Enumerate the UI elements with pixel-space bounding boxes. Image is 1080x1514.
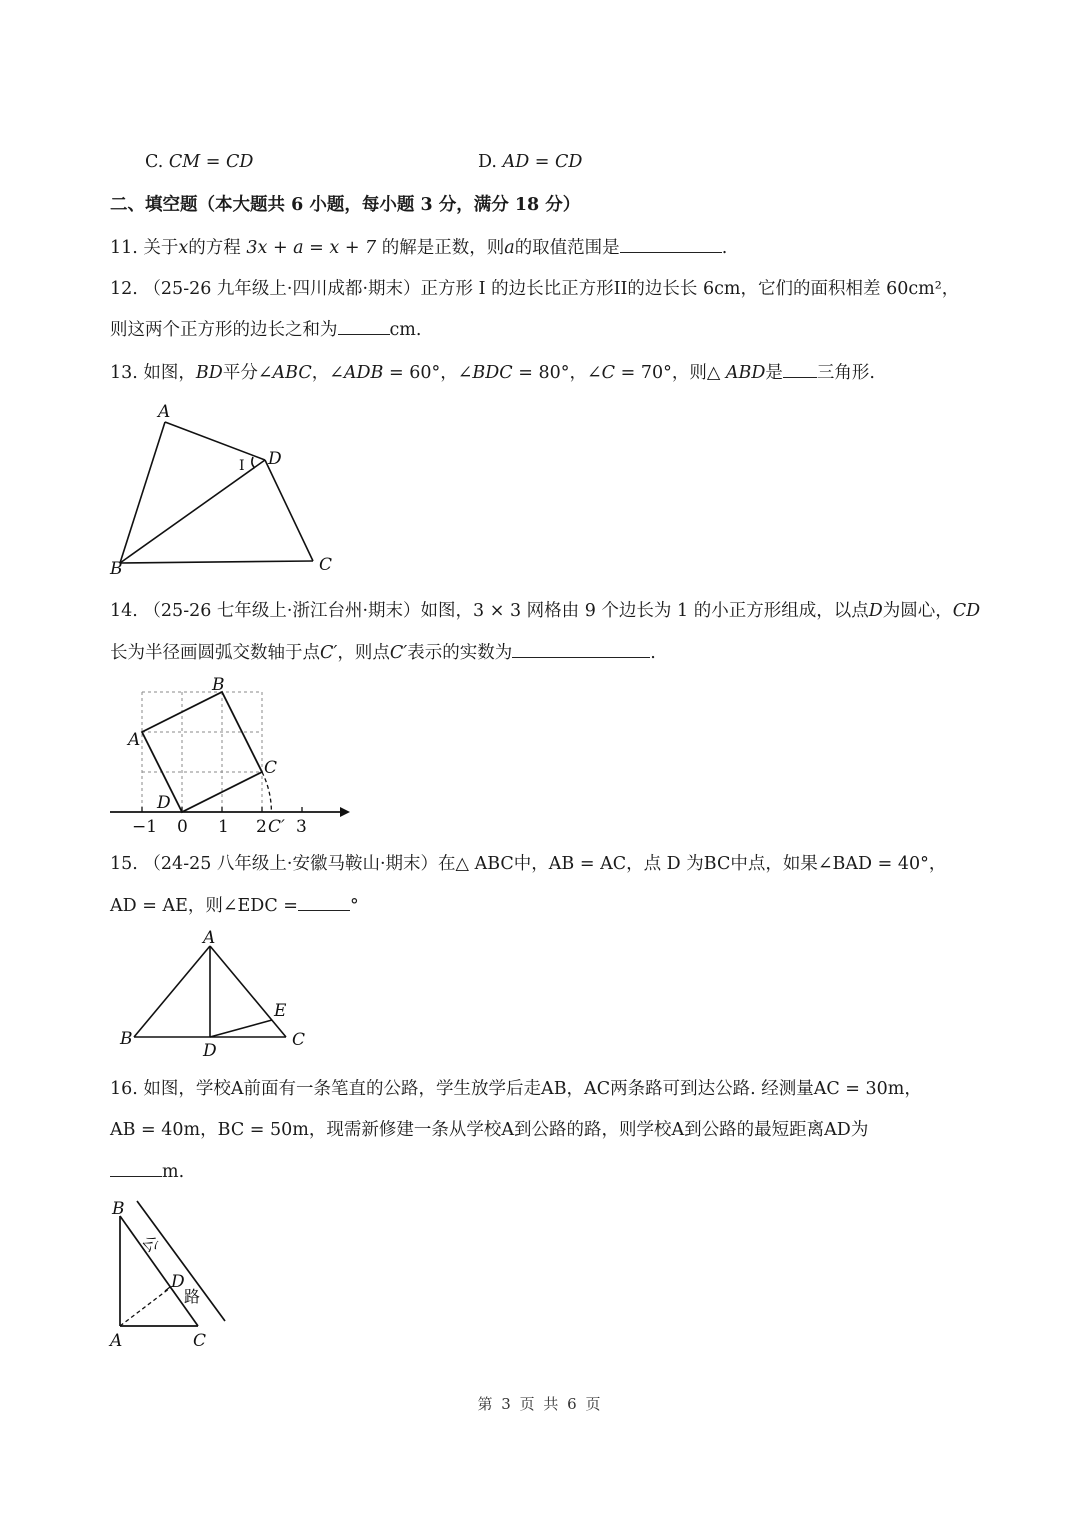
- q15-label-e: E: [274, 1001, 287, 1021]
- q16-figure: [100, 1196, 260, 1356]
- q11-text: 的取值范围是: [514, 238, 620, 258]
- q15-line1: （24-25 八年级上·安徽马鞍山·期末）在△ ABC中，AB = AC，点 D 为BC中点，如果∠BAD = 40°，: [143, 854, 947, 874]
- q13-adb: ADB: [343, 363, 384, 383]
- option-c-label: C.: [145, 152, 164, 172]
- page-footer: 第 3 页 共 6 页: [477, 1395, 603, 1413]
- q11-number: 11.: [110, 238, 138, 258]
- q14-text: ，则点: [337, 643, 390, 663]
- q16-label-d: D: [171, 1272, 185, 1292]
- q13-text: = 60°，∠: [383, 363, 473, 383]
- q13-angle-arc: [252, 457, 255, 468]
- q11-equation: 3x + a = x + 7: [246, 238, 377, 258]
- section-heading: 二、填空题（本大题共 6 小题，每小题 3 分，满分 18 分）: [110, 195, 581, 215]
- q14-axis-arrow-icon: [340, 807, 350, 817]
- q14-tick-label: 1: [218, 817, 229, 837]
- q14-text: 为圆心，: [882, 601, 953, 621]
- q13-segment-bd: [120, 460, 265, 563]
- q13-label-c: C: [319, 555, 333, 575]
- question-16: [110, 1077, 922, 1101]
- q14-cprime: C′: [320, 643, 338, 663]
- q13-label-d: D: [268, 449, 282, 469]
- q13-label-b: B: [110, 559, 123, 578]
- q13-number: 13.: [110, 363, 138, 383]
- q14-period: .: [650, 643, 656, 663]
- q13-text: ，∠: [311, 363, 344, 383]
- q15-text: AD = AE，则∠EDC =: [110, 896, 298, 916]
- q15-segment-ab: [134, 946, 210, 1037]
- q14-tick-label: 3: [296, 817, 307, 837]
- q11-text: 的解是正数，则: [376, 238, 505, 258]
- q14-cprime: C′: [389, 643, 408, 663]
- q12-line2-text: 则这两个正方形的边长之和为: [110, 320, 338, 340]
- q16-number: 16.: [110, 1079, 138, 1099]
- q14-arc: [262, 772, 271, 812]
- q13-bd: BD: [195, 363, 223, 383]
- question-13: [110, 361, 875, 385]
- q16-label-c: C: [193, 1331, 207, 1351]
- q14-tick-label: C′: [268, 817, 285, 837]
- q13-c: C: [601, 363, 616, 383]
- q13-text: 如图，: [143, 363, 196, 383]
- q14-text: 表示的实数为: [407, 643, 513, 663]
- q14-label-c: C: [264, 758, 278, 778]
- q11-text: 关于: [143, 238, 179, 258]
- question-11: [110, 236, 727, 260]
- q16-segment-ad-dashed: [120, 1288, 170, 1326]
- option-d-label: D.: [478, 152, 497, 172]
- q12-line1: （25-26 九年级上·四川成都·期末）正方形 I 的边长比正方形II的边长长 6cm，它们的面积相差 60cm²，: [143, 279, 960, 299]
- q14-label-a: A: [128, 730, 141, 750]
- q14-tick-label: −1: [132, 817, 158, 837]
- q13-text: = 70°，则△: [615, 363, 726, 383]
- q13-text: 是: [765, 363, 783, 383]
- q13-segment-bc: [120, 561, 313, 563]
- q14-cd: CD: [952, 601, 981, 621]
- q15-answer-blank[interactable]: [298, 894, 350, 911]
- q11-var-a: a: [504, 238, 515, 258]
- q15-segment-de: [210, 1020, 272, 1037]
- q15-label-c: C: [292, 1030, 306, 1050]
- question-15-line2: [110, 894, 359, 918]
- q14-number: 14.: [110, 601, 138, 621]
- q13-label-a: A: [158, 402, 171, 422]
- option-c: [145, 150, 253, 174]
- q13-abc: ABC: [272, 363, 312, 383]
- question-16-line3: [110, 1160, 184, 1184]
- q12-number: 12.: [110, 279, 138, 299]
- q14-tick-label: 0: [177, 817, 188, 837]
- q15-segment-ac: [210, 946, 286, 1037]
- q15-degree: °: [349, 896, 359, 916]
- q13-text: 平分∠: [222, 363, 273, 383]
- q13-text: = 80°，∠: [512, 363, 602, 383]
- q11-period: .: [721, 238, 728, 258]
- q13-bdc: BDC: [472, 363, 513, 383]
- q15-number: 15.: [110, 854, 138, 874]
- q14-answer-blank[interactable]: [512, 641, 650, 658]
- q13-angle-mark: I: [239, 458, 245, 474]
- q13-segment-ad: [165, 422, 265, 460]
- q11-answer-blank[interactable]: [620, 236, 722, 253]
- q16-answer-blank[interactable]: [110, 1160, 162, 1177]
- q15-label-a: A: [203, 928, 216, 948]
- q14-label-b: B: [212, 675, 225, 695]
- q16-road-label-2: 路: [184, 1287, 201, 1306]
- q16-segment-bc-road-edge: [120, 1216, 201, 1326]
- question-12: [110, 277, 959, 301]
- q13-segment-dc: [265, 460, 313, 561]
- q16-label-b: B: [112, 1199, 125, 1219]
- option-d: [478, 150, 582, 174]
- q12-unit: cm.: [389, 320, 422, 340]
- q16-road-label-1: 公: [138, 1231, 164, 1256]
- question-14: [110, 599, 980, 623]
- q13-abd: ABD: [725, 363, 766, 383]
- q14-label-d: D: [157, 793, 171, 813]
- q14-text: 长为半径画圆弧交数轴于点: [110, 643, 320, 663]
- q14-text: （25-26 七年级上·浙江台州·期末）如图，3 × 3 网格由 9 个边长为 1 的小正方形组成，以点: [143, 601, 869, 621]
- question-14-line2: [110, 641, 656, 665]
- q15-label-d: D: [203, 1041, 217, 1061]
- q14-figure: [100, 672, 360, 837]
- q13-answer-blank[interactable]: [783, 361, 817, 378]
- q16-unit: m.: [162, 1162, 185, 1182]
- q15-figure: [100, 926, 330, 1061]
- q16-line1: 如图，学校A前面有一条笔直的公路，学生放学后走AB，AC两条路可到达公路. 经测量AC = 30m，: [143, 1079, 922, 1099]
- question-15: [110, 852, 946, 876]
- q13-figure: [100, 398, 350, 578]
- q13-text: 三角形.: [816, 363, 875, 383]
- q12-answer-blank[interactable]: [338, 318, 390, 335]
- q16-label-a: A: [110, 1331, 123, 1351]
- question-12-line2: [110, 318, 421, 342]
- q14-d: D: [868, 601, 883, 621]
- q15-label-b: B: [120, 1029, 133, 1049]
- question-16-line2: AB = 40m，BC = 50m，现需新修建一条从学校A到公路的路，则学校A到公路的最短距离AD为: [110, 1120, 869, 1140]
- option-c-expr: CM = CD: [168, 152, 254, 172]
- option-d-expr: AD = CD: [502, 152, 583, 172]
- q14-tick-label: 2: [256, 817, 267, 837]
- q11-text: 的方程: [188, 238, 247, 258]
- q11-var-x: x: [178, 238, 189, 258]
- q13-segment-ab: [120, 422, 165, 563]
